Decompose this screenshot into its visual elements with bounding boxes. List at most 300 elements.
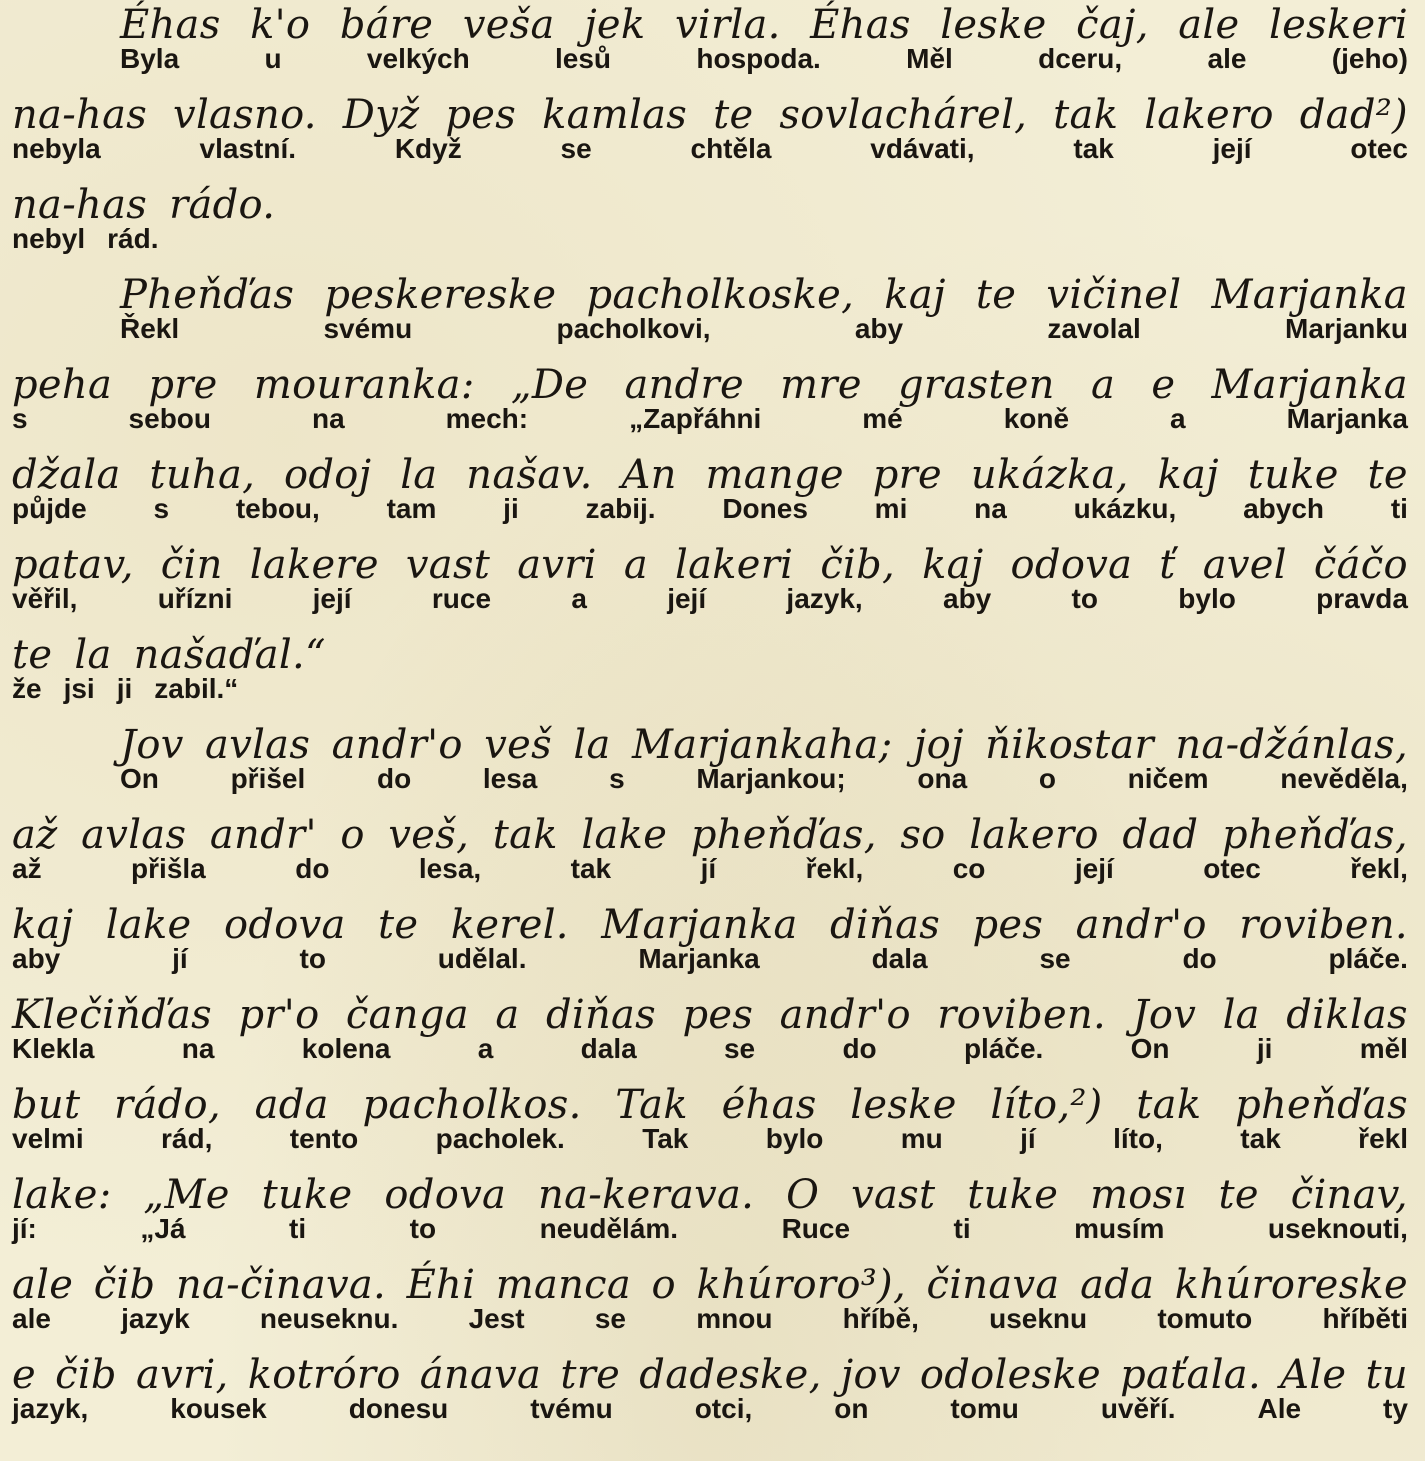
- word: kaj: [922, 542, 984, 588]
- word: ničem: [1127, 763, 1209, 794]
- word: o: [1038, 763, 1056, 794]
- word: pravda: [1316, 583, 1408, 614]
- word: půjde: [12, 493, 87, 524]
- word: jí: [700, 853, 717, 884]
- interlinear-line: [12, 2, 1408, 74]
- word: kousek: [170, 1393, 267, 1424]
- word: až: [12, 812, 58, 858]
- word: dceru,: [1038, 43, 1123, 74]
- word: dad²): [1299, 92, 1408, 138]
- word: ji: [1256, 1033, 1273, 1064]
- word: mech:: [445, 403, 529, 434]
- romani-line: [12, 1262, 1408, 1308]
- word: bylo: [1178, 583, 1236, 614]
- czech-translation-line: [12, 494, 1408, 524]
- word: aby: [854, 313, 904, 344]
- word: tomu: [950, 1393, 1019, 1424]
- word: roviben.: [1239, 902, 1408, 948]
- romani-line: [12, 1172, 1408, 1218]
- word: lakere: [249, 542, 379, 588]
- word: líto,: [1113, 1123, 1163, 1154]
- word: na-džánlas,: [1175, 722, 1408, 768]
- word: pr'o: [238, 992, 320, 1038]
- word: pacholek.: [435, 1123, 565, 1154]
- word: kaj: [12, 902, 74, 948]
- word: pheňďas,: [690, 812, 877, 858]
- word: Pheňďas: [120, 272, 295, 318]
- word: její: [312, 583, 352, 614]
- romani-line: [12, 542, 1408, 588]
- word: tuke: [261, 1172, 353, 1218]
- word: otec: [1350, 133, 1408, 164]
- word: Marjanku: [1285, 313, 1408, 344]
- word: on: [834, 1393, 869, 1424]
- word: Ale: [1280, 1352, 1347, 1398]
- word: hříbě,: [842, 1303, 919, 1334]
- word: sovlachárel,: [779, 92, 1028, 138]
- czech-translation-line: [12, 314, 1408, 344]
- czech-translation-line: [12, 404, 1408, 434]
- word: kamlas: [542, 92, 688, 138]
- word: mu: [900, 1123, 943, 1154]
- romani-line: [12, 1352, 1408, 1398]
- romani-line: [12, 92, 1408, 138]
- word: te: [975, 272, 1017, 318]
- word: chtěla: [690, 133, 772, 164]
- word: lesů: [555, 43, 612, 74]
- word: ruce: [431, 583, 492, 614]
- word: musím: [1074, 1213, 1165, 1244]
- word: grasten: [898, 362, 1055, 408]
- interlinear-line: [12, 1082, 1408, 1154]
- word: dala: [580, 1033, 637, 1064]
- word: pacholkos.: [362, 1082, 582, 1128]
- word: a: [1170, 403, 1186, 434]
- word: Byla: [120, 43, 180, 74]
- word: na-činava.: [175, 1262, 387, 1308]
- word: Řekl: [120, 313, 180, 344]
- word: Marjankaha;: [632, 722, 893, 768]
- word: čib,: [820, 542, 896, 588]
- word: se: [723, 1033, 756, 1064]
- word: Marjanka: [1211, 272, 1408, 318]
- word: vlasno.: [173, 92, 317, 138]
- romani-line: [12, 182, 1408, 228]
- word: dala: [871, 943, 928, 974]
- word: la: [573, 722, 611, 768]
- word: mouranka:: [253, 362, 475, 408]
- word: čanga: [345, 992, 469, 1038]
- word: ukázku,: [1073, 493, 1177, 524]
- word: te: [378, 902, 419, 948]
- word: dadeske,: [639, 1352, 822, 1398]
- word: rádo.: [169, 182, 276, 228]
- word: otci,: [694, 1393, 753, 1424]
- word: zavolal: [1047, 313, 1141, 344]
- word: Tak: [615, 1082, 688, 1128]
- word: mnou: [696, 1303, 773, 1334]
- word: na-has: [12, 182, 148, 228]
- word: diklas: [1286, 992, 1408, 1038]
- word: odova: [1010, 542, 1133, 588]
- word: svému: [323, 313, 413, 344]
- word: uvěří.: [1100, 1393, 1176, 1424]
- czech-translation-line: [12, 1214, 1408, 1244]
- word: veša: [462, 2, 555, 48]
- word: udělal.: [437, 943, 527, 974]
- interlinear-line: [12, 272, 1408, 344]
- word: džala: [12, 452, 121, 498]
- word: tak: [1240, 1123, 1281, 1154]
- word: but: [12, 1082, 81, 1128]
- word: tvému: [530, 1393, 613, 1424]
- word: čib: [55, 1352, 117, 1398]
- word: Éhas: [120, 2, 221, 48]
- word: báre: [339, 2, 434, 48]
- interlinear-line: [12, 1352, 1408, 1424]
- romani-line: [12, 272, 1408, 318]
- word: neudělám.: [539, 1213, 679, 1244]
- word: veš,: [388, 812, 470, 858]
- word: vast: [405, 542, 491, 588]
- word: s: [153, 493, 170, 524]
- word: leske: [940, 2, 1047, 48]
- czech-translation-line: [12, 944, 1408, 974]
- word: odova: [223, 902, 346, 948]
- word: pre: [872, 452, 943, 498]
- word: sebou: [128, 403, 212, 434]
- czech-translation-line: [12, 134, 1408, 164]
- word: abych: [1243, 493, 1325, 524]
- interlinear-line: [12, 812, 1408, 884]
- czech-translation-line: [12, 1394, 1408, 1424]
- word: lake: [105, 902, 192, 948]
- czech-translation-line: [12, 224, 1408, 254]
- word: jazyk: [121, 1303, 190, 1334]
- word: Tak: [642, 1123, 689, 1154]
- word: „Já: [140, 1213, 186, 1244]
- word: manca: [495, 1262, 632, 1308]
- word: ji: [116, 673, 133, 704]
- word: ji: [503, 493, 519, 524]
- czech-translation-line: [12, 1034, 1408, 1064]
- word: velmi: [12, 1123, 84, 1154]
- word: dad: [1122, 812, 1199, 858]
- word: jí: [172, 943, 188, 974]
- word: e: [12, 1352, 36, 1398]
- romani-line: [12, 2, 1408, 48]
- word: se: [594, 1303, 626, 1334]
- romani-line: [12, 722, 1408, 768]
- word: čin: [160, 542, 223, 588]
- word: našaďal.“: [133, 632, 326, 678]
- word: ánava: [419, 1352, 542, 1398]
- word: pes: [972, 902, 1044, 948]
- word: pes: [682, 992, 754, 1038]
- interlinear-line: [12, 362, 1408, 434]
- czech-translation-line: [12, 1304, 1408, 1334]
- word: ť: [1159, 542, 1176, 588]
- word: e: [1151, 362, 1176, 408]
- interlinear-line: [12, 182, 1408, 254]
- word: Marjanka: [638, 943, 760, 974]
- word: donesu: [348, 1393, 449, 1424]
- word: to: [409, 1213, 437, 1244]
- word: ti: [953, 1213, 971, 1244]
- romani-line: [12, 812, 1408, 858]
- interlinear-line: [12, 1262, 1408, 1334]
- romani-line: [12, 902, 1408, 948]
- word: éhas: [721, 1082, 817, 1128]
- word: o: [340, 812, 365, 858]
- word: mé: [862, 403, 903, 434]
- word: do: [842, 1033, 877, 1064]
- word: čáčo: [1313, 542, 1408, 588]
- word: jí:: [12, 1213, 37, 1244]
- word: na: [974, 493, 1007, 524]
- word: diňas: [830, 902, 941, 948]
- word: tak: [1053, 92, 1119, 138]
- word: líto,²): [990, 1082, 1103, 1128]
- word: O: [786, 1172, 820, 1218]
- word: aby: [12, 943, 61, 974]
- word: mre: [780, 362, 862, 408]
- word: Jov: [120, 722, 184, 768]
- word: na-kerava.: [538, 1172, 755, 1218]
- word: pes: [445, 92, 517, 138]
- word: ti: [289, 1213, 307, 1244]
- word: paťala.: [1120, 1352, 1261, 1398]
- word: vast: [851, 1172, 936, 1218]
- word: pheňďas: [1235, 1082, 1408, 1128]
- word: pacholkoske,: [586, 272, 855, 318]
- word: useknu: [989, 1303, 1088, 1334]
- word: to: [1071, 583, 1098, 614]
- word: tebou,: [235, 493, 320, 524]
- word: kerel.: [450, 902, 569, 948]
- word: andr'o: [779, 992, 911, 1038]
- word: Měl: [906, 43, 953, 74]
- word: On: [1130, 1033, 1170, 1064]
- word: „Me: [143, 1172, 230, 1218]
- word: otec: [1203, 853, 1261, 884]
- word: se: [1039, 943, 1071, 974]
- word: hospoda.: [696, 43, 821, 74]
- word: až: [12, 853, 42, 884]
- word: avel: [1202, 542, 1287, 588]
- word: u: [264, 43, 282, 74]
- word: rád,: [161, 1123, 213, 1154]
- word: jek: [584, 2, 646, 48]
- word: Klečiňďas: [12, 992, 212, 1038]
- word: la: [74, 632, 112, 678]
- czech-translation-line: [12, 584, 1408, 614]
- word: co: [952, 853, 986, 884]
- word: nevěděla,: [1280, 763, 1408, 794]
- word: nebyl: [12, 223, 86, 254]
- word: Marjanka: [601, 902, 798, 948]
- word: do: [376, 763, 412, 794]
- word: te: [12, 632, 53, 678]
- word: měl: [1359, 1033, 1408, 1064]
- word: lesa,: [418, 853, 482, 884]
- romani-line: [12, 362, 1408, 408]
- word: jazyk,: [12, 1393, 89, 1424]
- word: ti: [1390, 493, 1408, 524]
- word: tre: [560, 1352, 621, 1398]
- word: řekl: [1358, 1123, 1408, 1154]
- word: Marjanka: [1286, 403, 1408, 434]
- word: avri: [517, 542, 597, 588]
- word: zabil.“: [154, 673, 239, 704]
- word: řekl,: [1350, 853, 1408, 884]
- word: khúroro³),: [696, 1262, 906, 1308]
- romani-line: [12, 632, 1408, 678]
- word: lakeri: [675, 542, 794, 588]
- word: její: [1212, 133, 1252, 164]
- word: Marjankou;: [696, 763, 846, 794]
- word: jov: [840, 1352, 901, 1398]
- word: la: [400, 452, 438, 498]
- word: s: [12, 403, 28, 434]
- word: aby: [943, 583, 992, 614]
- interlinear-line: [12, 92, 1408, 164]
- word: andr': [209, 812, 317, 858]
- word: pheňďas,: [1221, 812, 1408, 858]
- word: Ruce: [781, 1213, 851, 1244]
- word: Ale: [1257, 1393, 1302, 1424]
- word: neuseknu.: [259, 1303, 399, 1334]
- word: Marjanka: [1211, 362, 1408, 408]
- word: mange: [705, 452, 844, 498]
- romani-line: [12, 1082, 1408, 1128]
- word: tuha,: [149, 452, 256, 498]
- word: diňas: [545, 992, 656, 1038]
- romani-line: [12, 992, 1408, 1038]
- word: lake: [581, 812, 668, 858]
- word: tento: [289, 1123, 359, 1154]
- word: tam: [386, 493, 437, 524]
- word: roviben.: [937, 992, 1107, 1038]
- word: do: [295, 853, 330, 884]
- word: lakero: [969, 812, 1099, 858]
- word: tuke: [1247, 452, 1339, 498]
- word: andre: [624, 362, 744, 408]
- word: na: [311, 403, 345, 434]
- word: tak: [570, 853, 612, 884]
- word: Když: [394, 133, 462, 164]
- word: mi: [874, 493, 908, 524]
- interlinear-line: [12, 992, 1408, 1064]
- word: „Zapřáhni: [629, 403, 762, 434]
- czech-translation-line: [12, 674, 1408, 704]
- word: vdávati,: [870, 133, 975, 164]
- word: jazyk,: [786, 583, 863, 614]
- word: se: [560, 133, 592, 164]
- word: pláče.: [1328, 943, 1408, 974]
- interlinear-line: [12, 902, 1408, 974]
- word: hříběti: [1322, 1303, 1408, 1334]
- interlinear-line: [12, 722, 1408, 794]
- word: věřil,: [12, 583, 78, 614]
- word: On: [120, 763, 159, 794]
- romani-line: [12, 452, 1408, 498]
- word: veš: [484, 722, 552, 768]
- word: avlas: [81, 812, 187, 858]
- word: tuke: [967, 1172, 1059, 1218]
- czech-translation-line: [12, 1124, 1408, 1154]
- word: lakero: [1144, 92, 1274, 138]
- word: odoleske: [919, 1352, 1101, 1398]
- word: a: [571, 583, 587, 614]
- word: peha: [12, 362, 113, 408]
- interlinear-line: [12, 1172, 1408, 1244]
- word: koně: [1003, 403, 1070, 434]
- word: odoj: [284, 452, 372, 498]
- word: pláče.: [963, 1033, 1044, 1064]
- interlinear-line: [12, 452, 1408, 524]
- interlinear-line: [12, 542, 1408, 614]
- word: „De: [510, 362, 589, 408]
- word: ukázka,: [970, 452, 1129, 498]
- word: ale: [12, 1303, 51, 1334]
- word: tak: [492, 812, 558, 858]
- word: joj: [913, 722, 964, 768]
- word: tak: [1136, 1082, 1202, 1128]
- word: lesa: [482, 763, 538, 794]
- word: leske: [850, 1082, 957, 1128]
- word: o: [651, 1262, 676, 1308]
- word: bylo: [765, 1123, 824, 1154]
- word: la: [1222, 992, 1260, 1038]
- word: mosı: [1090, 1172, 1187, 1218]
- word: uřízni: [157, 583, 233, 614]
- czech-translation-line: [12, 764, 1408, 794]
- word: kotróro: [247, 1352, 401, 1398]
- word: avri,: [136, 1352, 229, 1398]
- word: a: [623, 542, 648, 588]
- word: Éhi: [406, 1262, 476, 1308]
- word: její: [1074, 853, 1114, 884]
- word: na: [181, 1033, 215, 1064]
- word: ale: [12, 1262, 74, 1308]
- word: do: [1182, 943, 1217, 974]
- word: čaj,: [1076, 2, 1149, 48]
- word: Éhas: [810, 2, 911, 48]
- word: ale: [1178, 2, 1240, 48]
- word: Jov: [1132, 992, 1197, 1038]
- word: jí: [1020, 1123, 1036, 1154]
- word: s: [609, 763, 625, 794]
- word: a: [477, 1033, 494, 1064]
- czech-translation-line: [12, 854, 1408, 884]
- word: te: [1218, 1172, 1259, 1218]
- word: řekl,: [805, 853, 864, 884]
- word: ty: [1383, 1393, 1408, 1424]
- word: činava: [926, 1262, 1060, 1308]
- word: Dones: [722, 493, 808, 524]
- word: avlas: [205, 722, 311, 768]
- word: jsi: [63, 673, 95, 704]
- word: její: [667, 583, 707, 614]
- word: leskeri: [1269, 2, 1408, 48]
- word: te: [713, 92, 754, 138]
- word: Dyž: [342, 92, 420, 138]
- word: rád.: [107, 223, 159, 254]
- word: přišel: [230, 763, 306, 794]
- word: činav,: [1290, 1172, 1408, 1218]
- word: pacholkovi,: [556, 313, 711, 344]
